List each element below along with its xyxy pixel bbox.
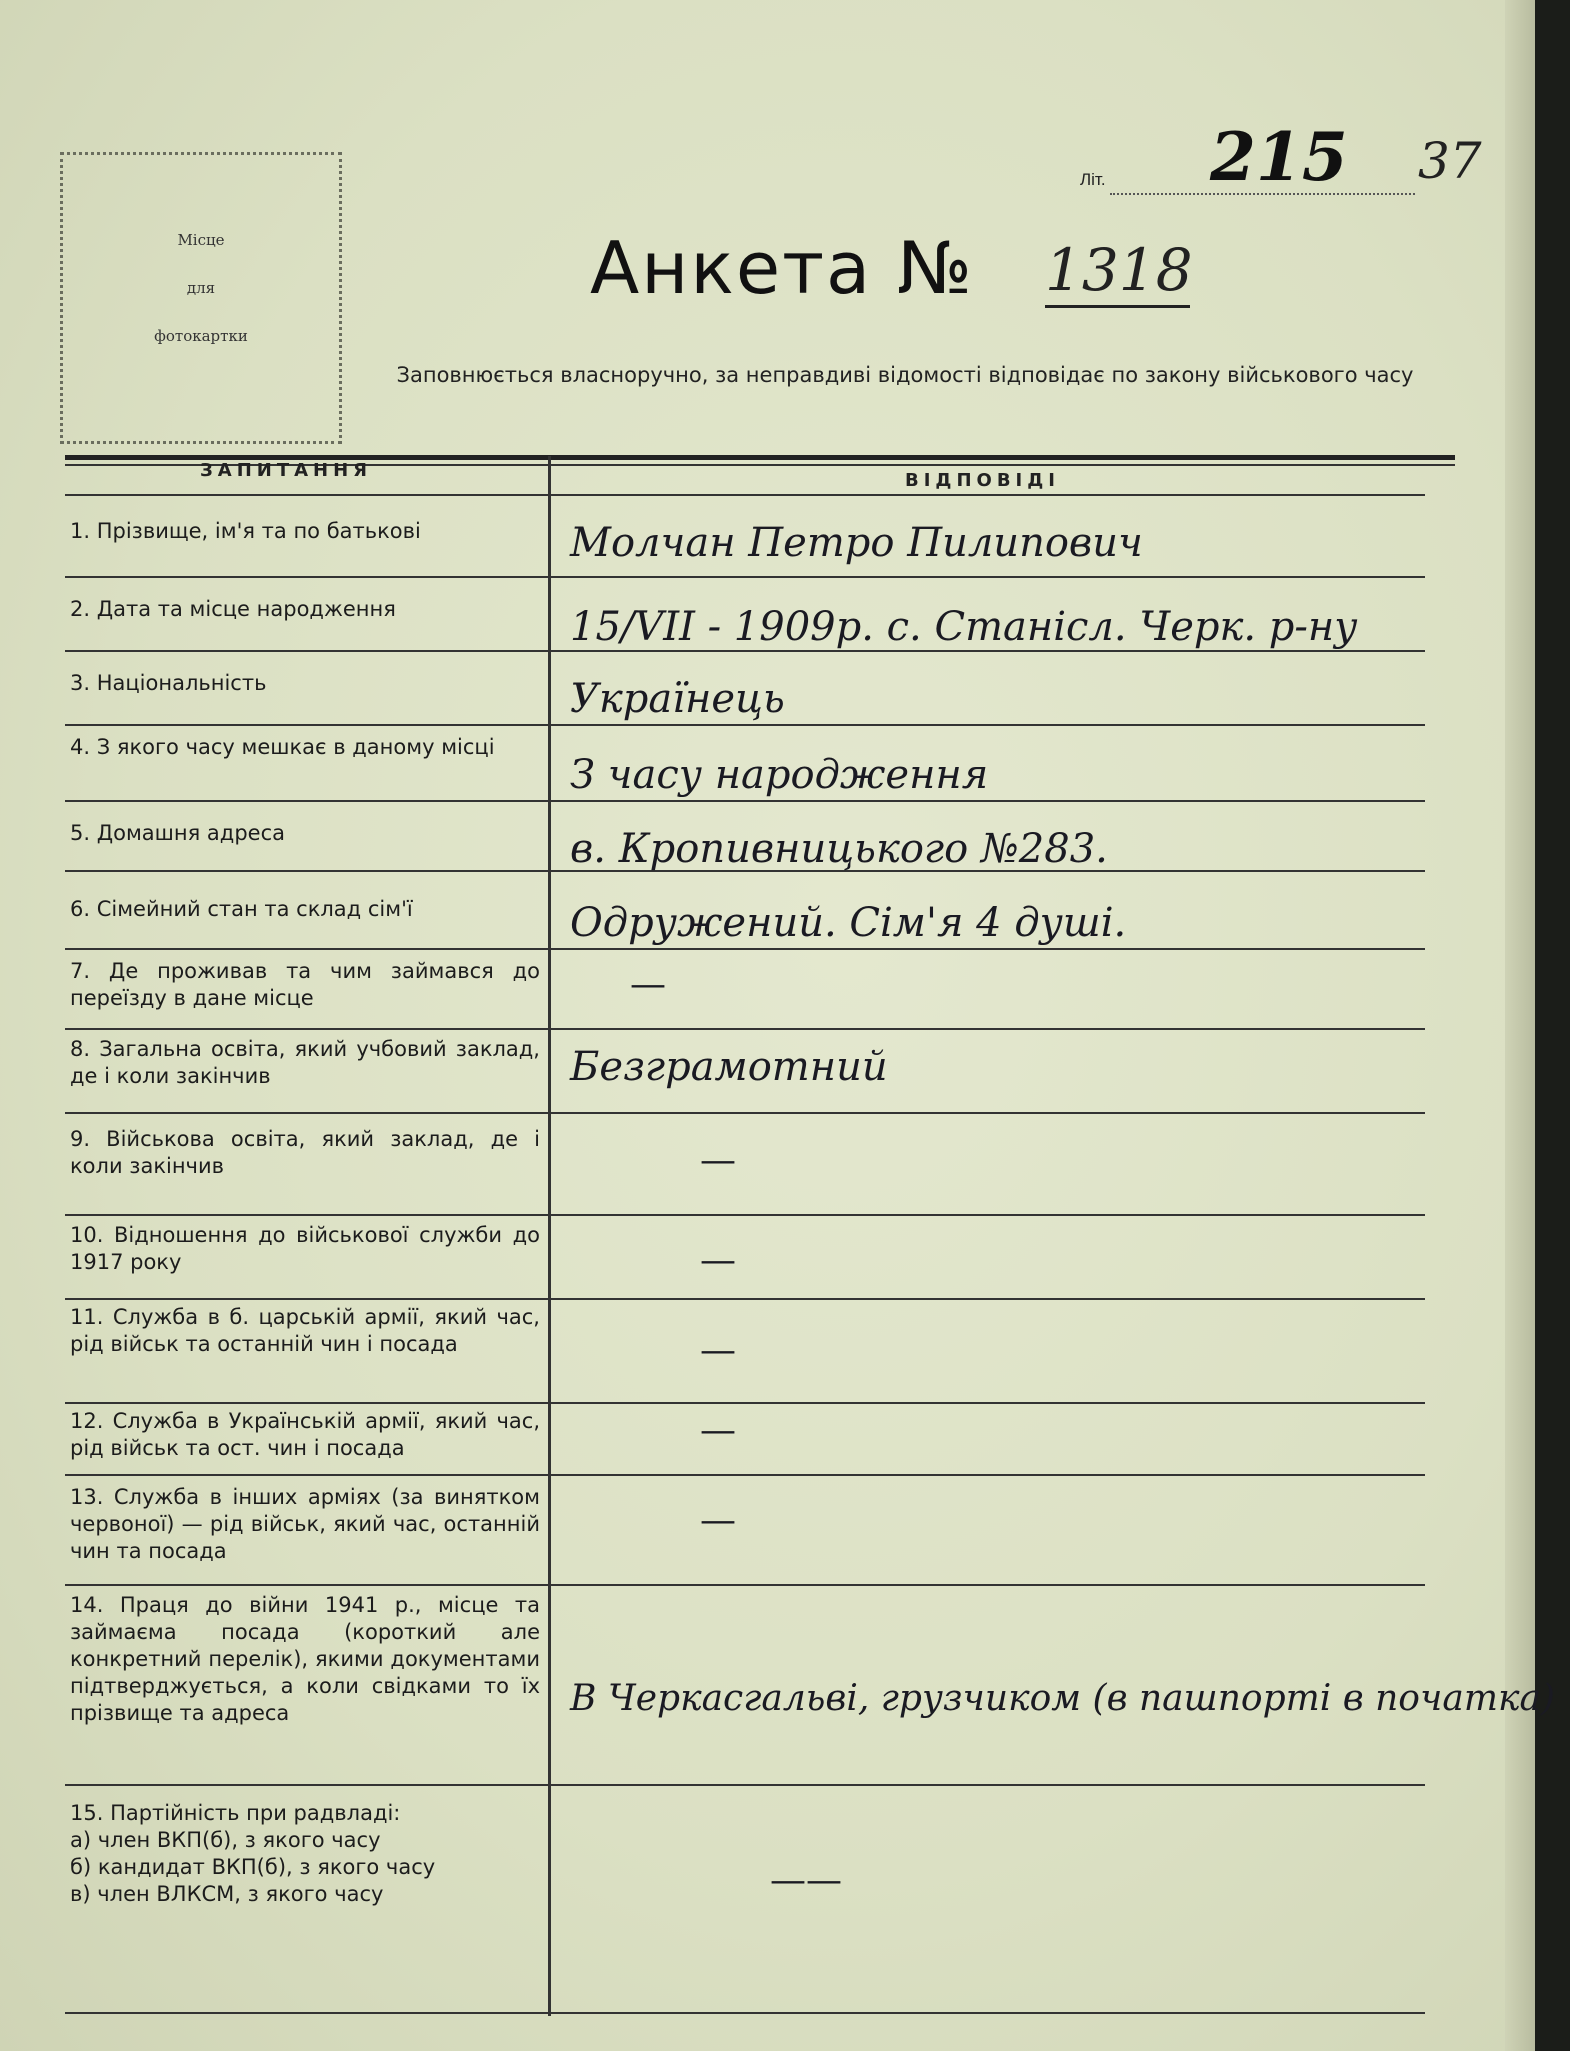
- page-title: Анкета №: [590, 226, 974, 310]
- answer-4: З часу народження: [570, 752, 989, 798]
- photo-placeholder: [60, 152, 342, 444]
- row-separator: [65, 1402, 1425, 1404]
- answer-1: Молчан Петро Пилипович: [570, 520, 1143, 566]
- row-separator: [65, 494, 1425, 496]
- question-13: 13. Служба в інших арміях (за винятком червоної) — рід військ, який час, останній чин та посада: [70, 1485, 540, 1563]
- page-edge: [1505, 0, 1535, 2051]
- question-6: 6. Сімейний стан та склад сім'ї: [70, 897, 413, 921]
- lit-label: Літ.: [1080, 170, 1106, 189]
- question-4: 4. З якого часу мешкає в даному місці: [70, 735, 495, 759]
- row-separator: [65, 1474, 1425, 1476]
- row-separator: [65, 1028, 1425, 1030]
- answer-13: —: [700, 1500, 736, 1541]
- answer-9: —: [700, 1140, 736, 1181]
- row-separator: [65, 650, 1425, 652]
- photo-label-line-2: для: [186, 279, 216, 297]
- row-separator: [65, 1112, 1425, 1114]
- row-separator: [65, 1298, 1425, 1300]
- form-number-underline: [1045, 305, 1190, 308]
- question-14: 14. Праця до війни 1941 р., місце та займаєма посада (короткий але конкретний перелік), якими документами підтверджується, а коли свідками то їх прізвище та адреса: [70, 1593, 540, 1725]
- lit-value: 215: [1210, 118, 1348, 196]
- row-separator: [65, 800, 1425, 802]
- column-header-answers: ВІДПОВІДІ: [905, 470, 1060, 491]
- answer-11: —: [700, 1330, 736, 1371]
- answer-12: —: [700, 1410, 736, 1451]
- question-11: 11. Служба в б. царській армії, який час, рід військ та останній чин і посада: [70, 1305, 540, 1356]
- question-1: 1. Прізвище, ім'я та по батькові: [70, 519, 421, 543]
- answer-2: 15/VII - 1909р. с. Станісл. Черк. р-ну: [570, 604, 1358, 650]
- answer-8: Безграмотний: [570, 1044, 888, 1090]
- question-3: 3. Національність: [70, 671, 267, 695]
- question-5: 5. Домашня адреса: [70, 821, 285, 845]
- photo-label-line-1: Місце: [177, 231, 225, 249]
- form-number: 1318: [1045, 236, 1193, 304]
- row-separator: [65, 724, 1425, 726]
- row-separator: [65, 2012, 1425, 2014]
- question-15: 15. Партійність при радвладі: а) член ВКП(б), з якого часу б) кандидат ВКП(б), з якого часу в) член ВЛКСМ, з якого часу: [70, 1801, 436, 1906]
- answer-7: —: [630, 964, 666, 1005]
- answer-6: Одружений. Сім'я 4 душі.: [570, 900, 1127, 946]
- answer-3: Українець: [570, 676, 785, 722]
- question-8: 8. Загальна освіта, який учбовий заклад, де і коли закінчив: [70, 1037, 540, 1088]
- photo-label-line-3: фотокартки: [154, 327, 248, 345]
- answer-5: в. Кропивницького №283.: [570, 826, 1108, 872]
- answer-15: ——: [770, 1860, 842, 1901]
- column-header-questions: ЗАПИТАННЯ: [200, 460, 373, 481]
- sheet-number: 37: [1418, 132, 1482, 190]
- answer-14: В Черкасгальві, грузчиком (в пашпорті в початка): [570, 1678, 1555, 1719]
- question-2: 2. Дата та місце народження: [70, 597, 396, 621]
- row-separator: [65, 1214, 1425, 1216]
- question-10: 10. Відношення до військової служби до 1917 року: [70, 1223, 540, 1274]
- row-separator: [65, 948, 1425, 950]
- question-7: 7. Де проживав та чим займався до переїзду в дане місце: [70, 959, 540, 1010]
- subtitle: Заповнюється власноручно, за неправдиві відомості відповідає по закону військового часу: [396, 363, 1414, 387]
- row-separator: [65, 1584, 1425, 1586]
- question-12: 12. Служба в Українській армії, який час, рід військ та ост. чин і посада: [70, 1409, 540, 1460]
- column-divider: [548, 456, 551, 2016]
- row-separator: [65, 576, 1425, 578]
- question-9: 9. Військова освіта, який заклад, де і коли закінчив: [70, 1127, 540, 1178]
- row-separator: [65, 1784, 1425, 1786]
- answer-10: —: [700, 1240, 736, 1281]
